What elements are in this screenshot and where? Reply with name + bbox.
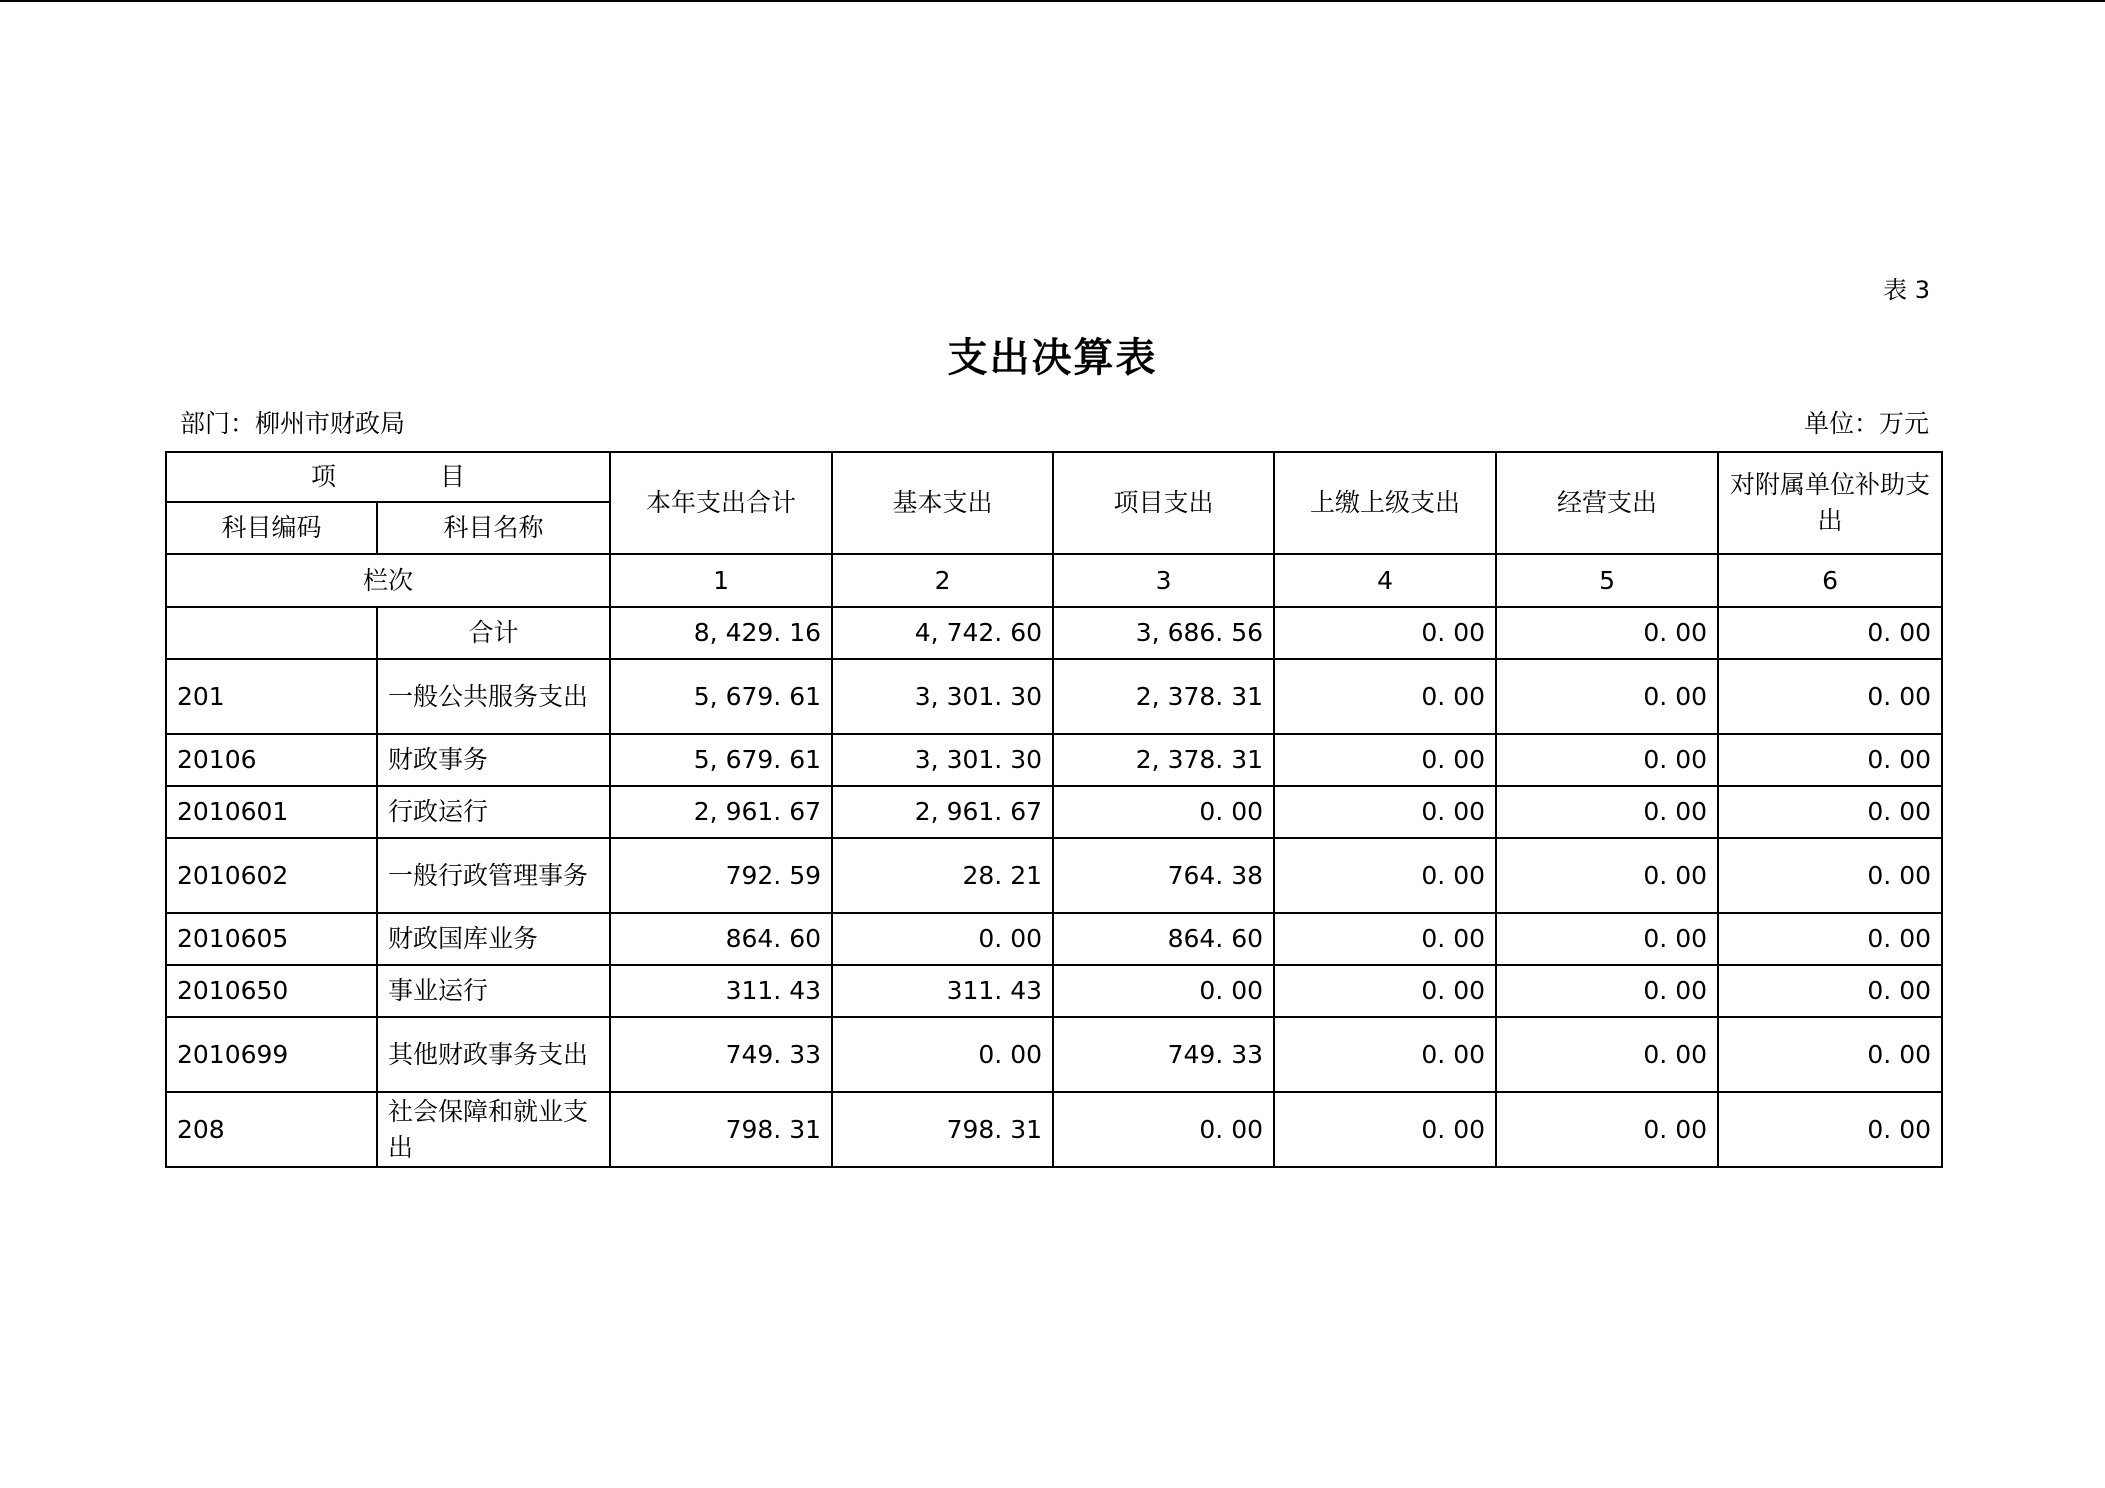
index-cell: 5 — [1496, 554, 1718, 607]
value-cell: 0. 00 — [1496, 913, 1718, 965]
value-cell: 0. 00 — [832, 913, 1053, 965]
value-cell: 764. 38 — [1053, 838, 1274, 913]
value-cell: 0. 00 — [1496, 786, 1718, 838]
value-cell: 3, 301. 30 — [832, 734, 1053, 786]
subject-code: 2010699 — [166, 1017, 377, 1092]
value-cell: 0. 00 — [1718, 913, 1942, 965]
value-cell: 4, 742. 60 — [832, 607, 1053, 659]
subject-name: 一般公共服务支出 — [377, 659, 610, 734]
subject-code: 20106 — [166, 734, 377, 786]
value-cell: 0. 00 — [1718, 1017, 1942, 1092]
value-cell: 0. 00 — [1053, 786, 1274, 838]
value-cell: 0. 00 — [832, 1017, 1053, 1092]
table-row — [166, 1092, 1942, 1167]
value-cell: 864. 60 — [1053, 913, 1274, 965]
subject-code: 2010650 — [166, 965, 377, 1017]
value-cell: 0. 00 — [1496, 1017, 1718, 1092]
value-cell: 0. 00 — [1496, 838, 1718, 913]
value-cell: 0. 00 — [1053, 965, 1274, 1017]
table-row — [166, 786, 1942, 838]
value-cell: 3, 686. 56 — [1053, 607, 1274, 659]
top-border-line — [0, 0, 2105, 2]
subject-name: 社会保障和就业支出 — [377, 1092, 610, 1167]
table-row — [166, 965, 1942, 1017]
table-row — [166, 1017, 1942, 1092]
value-cell: 0. 00 — [1496, 607, 1718, 659]
value-cell: 749. 33 — [610, 1017, 832, 1092]
value-cell: 0. 00 — [1496, 734, 1718, 786]
value-cell: 864. 60 — [610, 913, 832, 965]
value-cell: 0. 00 — [1274, 913, 1496, 965]
value-cell: 8, 429. 16 — [610, 607, 832, 659]
header-col-basic: 基本支出 — [832, 452, 1053, 554]
header-item-group: 项 目 — [166, 452, 610, 502]
subject-code: 2010601 — [166, 786, 377, 838]
value-cell: 0. 00 — [1496, 965, 1718, 1017]
value-cell: 0. 00 — [1274, 965, 1496, 1017]
value-cell: 2, 961. 67 — [832, 786, 1053, 838]
table-number: 表 3 — [1883, 276, 1930, 304]
department-label: 部门：柳州市财政局 — [180, 409, 406, 438]
value-cell: 5, 679. 61 — [610, 659, 832, 734]
value-cell: 798. 31 — [832, 1092, 1053, 1167]
page-title: 支出决算表 — [947, 335, 1158, 381]
index-label: 栏次 — [166, 554, 610, 607]
index-cell: 6 — [1718, 554, 1942, 607]
value-cell: 28. 21 — [832, 838, 1053, 913]
value-cell: 0. 00 — [1274, 786, 1496, 838]
subject-name: 合计 — [377, 607, 610, 659]
subject-code: 2010605 — [166, 913, 377, 965]
value-cell: 798. 31 — [610, 1092, 832, 1167]
header-col-operating: 经营支出 — [1496, 452, 1718, 554]
value-cell: 0. 00 — [1274, 607, 1496, 659]
value-cell: 2, 961. 67 — [610, 786, 832, 838]
subject-name: 其他财政事务支出 — [377, 1017, 610, 1092]
subject-code — [166, 607, 377, 659]
table-row — [166, 659, 1942, 734]
value-cell: 0. 00 — [1053, 1092, 1274, 1167]
index-cell: 2 — [832, 554, 1053, 607]
header-row-1 — [166, 452, 1942, 502]
value-cell: 0. 00 — [1718, 734, 1942, 786]
subject-code: 201 — [166, 659, 377, 734]
header-code: 科目编码 — [166, 502, 377, 554]
index-row — [166, 554, 1942, 607]
subject-name: 财政国库业务 — [377, 913, 610, 965]
subject-name: 行政运行 — [377, 786, 610, 838]
value-cell: 5, 679. 61 — [610, 734, 832, 786]
value-cell: 0. 00 — [1274, 659, 1496, 734]
value-cell: 0. 00 — [1274, 838, 1496, 913]
value-cell: 0. 00 — [1718, 1092, 1942, 1167]
header-col-subsidy: 对附属单位补助支出 — [1718, 452, 1942, 554]
value-cell: 0. 00 — [1274, 1092, 1496, 1167]
subject-name: 财政事务 — [377, 734, 610, 786]
header-col-remit: 上缴上级支出 — [1274, 452, 1496, 554]
value-cell: 0. 00 — [1718, 965, 1942, 1017]
table-row — [166, 734, 1942, 786]
value-cell: 749. 33 — [1053, 1017, 1274, 1092]
value-cell: 0. 00 — [1274, 734, 1496, 786]
index-cell: 4 — [1274, 554, 1496, 607]
value-cell: 311. 43 — [610, 965, 832, 1017]
subject-code: 208 — [166, 1092, 377, 1167]
value-cell: 0. 00 — [1496, 659, 1718, 734]
value-cell: 792. 59 — [610, 838, 832, 913]
table-row-total — [166, 607, 1942, 659]
header-name: 科目名称 — [377, 502, 610, 554]
table-row — [166, 838, 1942, 913]
value-cell: 2, 378. 31 — [1053, 734, 1274, 786]
value-cell: 0. 00 — [1718, 838, 1942, 913]
value-cell: 0. 00 — [1496, 1092, 1718, 1167]
table-row — [166, 913, 1942, 965]
value-cell: 311. 43 — [832, 965, 1053, 1017]
unit-label: 单位：万元 — [1803, 409, 1929, 438]
value-cell: 0. 00 — [1718, 607, 1942, 659]
header-col-project: 项目支出 — [1053, 452, 1274, 554]
subject-code: 2010602 — [166, 838, 377, 913]
value-cell: 0. 00 — [1718, 659, 1942, 734]
value-cell: 3, 301. 30 — [832, 659, 1053, 734]
subject-name: 事业运行 — [377, 965, 610, 1017]
value-cell: 0. 00 — [1274, 1017, 1496, 1092]
value-cell: 0. 00 — [1718, 786, 1942, 838]
value-cell: 2, 378. 31 — [1053, 659, 1274, 734]
subject-name: 一般行政管理事务 — [377, 838, 610, 913]
expenditure-table — [165, 451, 1943, 1168]
index-cell: 1 — [610, 554, 832, 607]
index-cell: 3 — [1053, 554, 1274, 607]
header-col-total: 本年支出合计 — [610, 452, 832, 554]
